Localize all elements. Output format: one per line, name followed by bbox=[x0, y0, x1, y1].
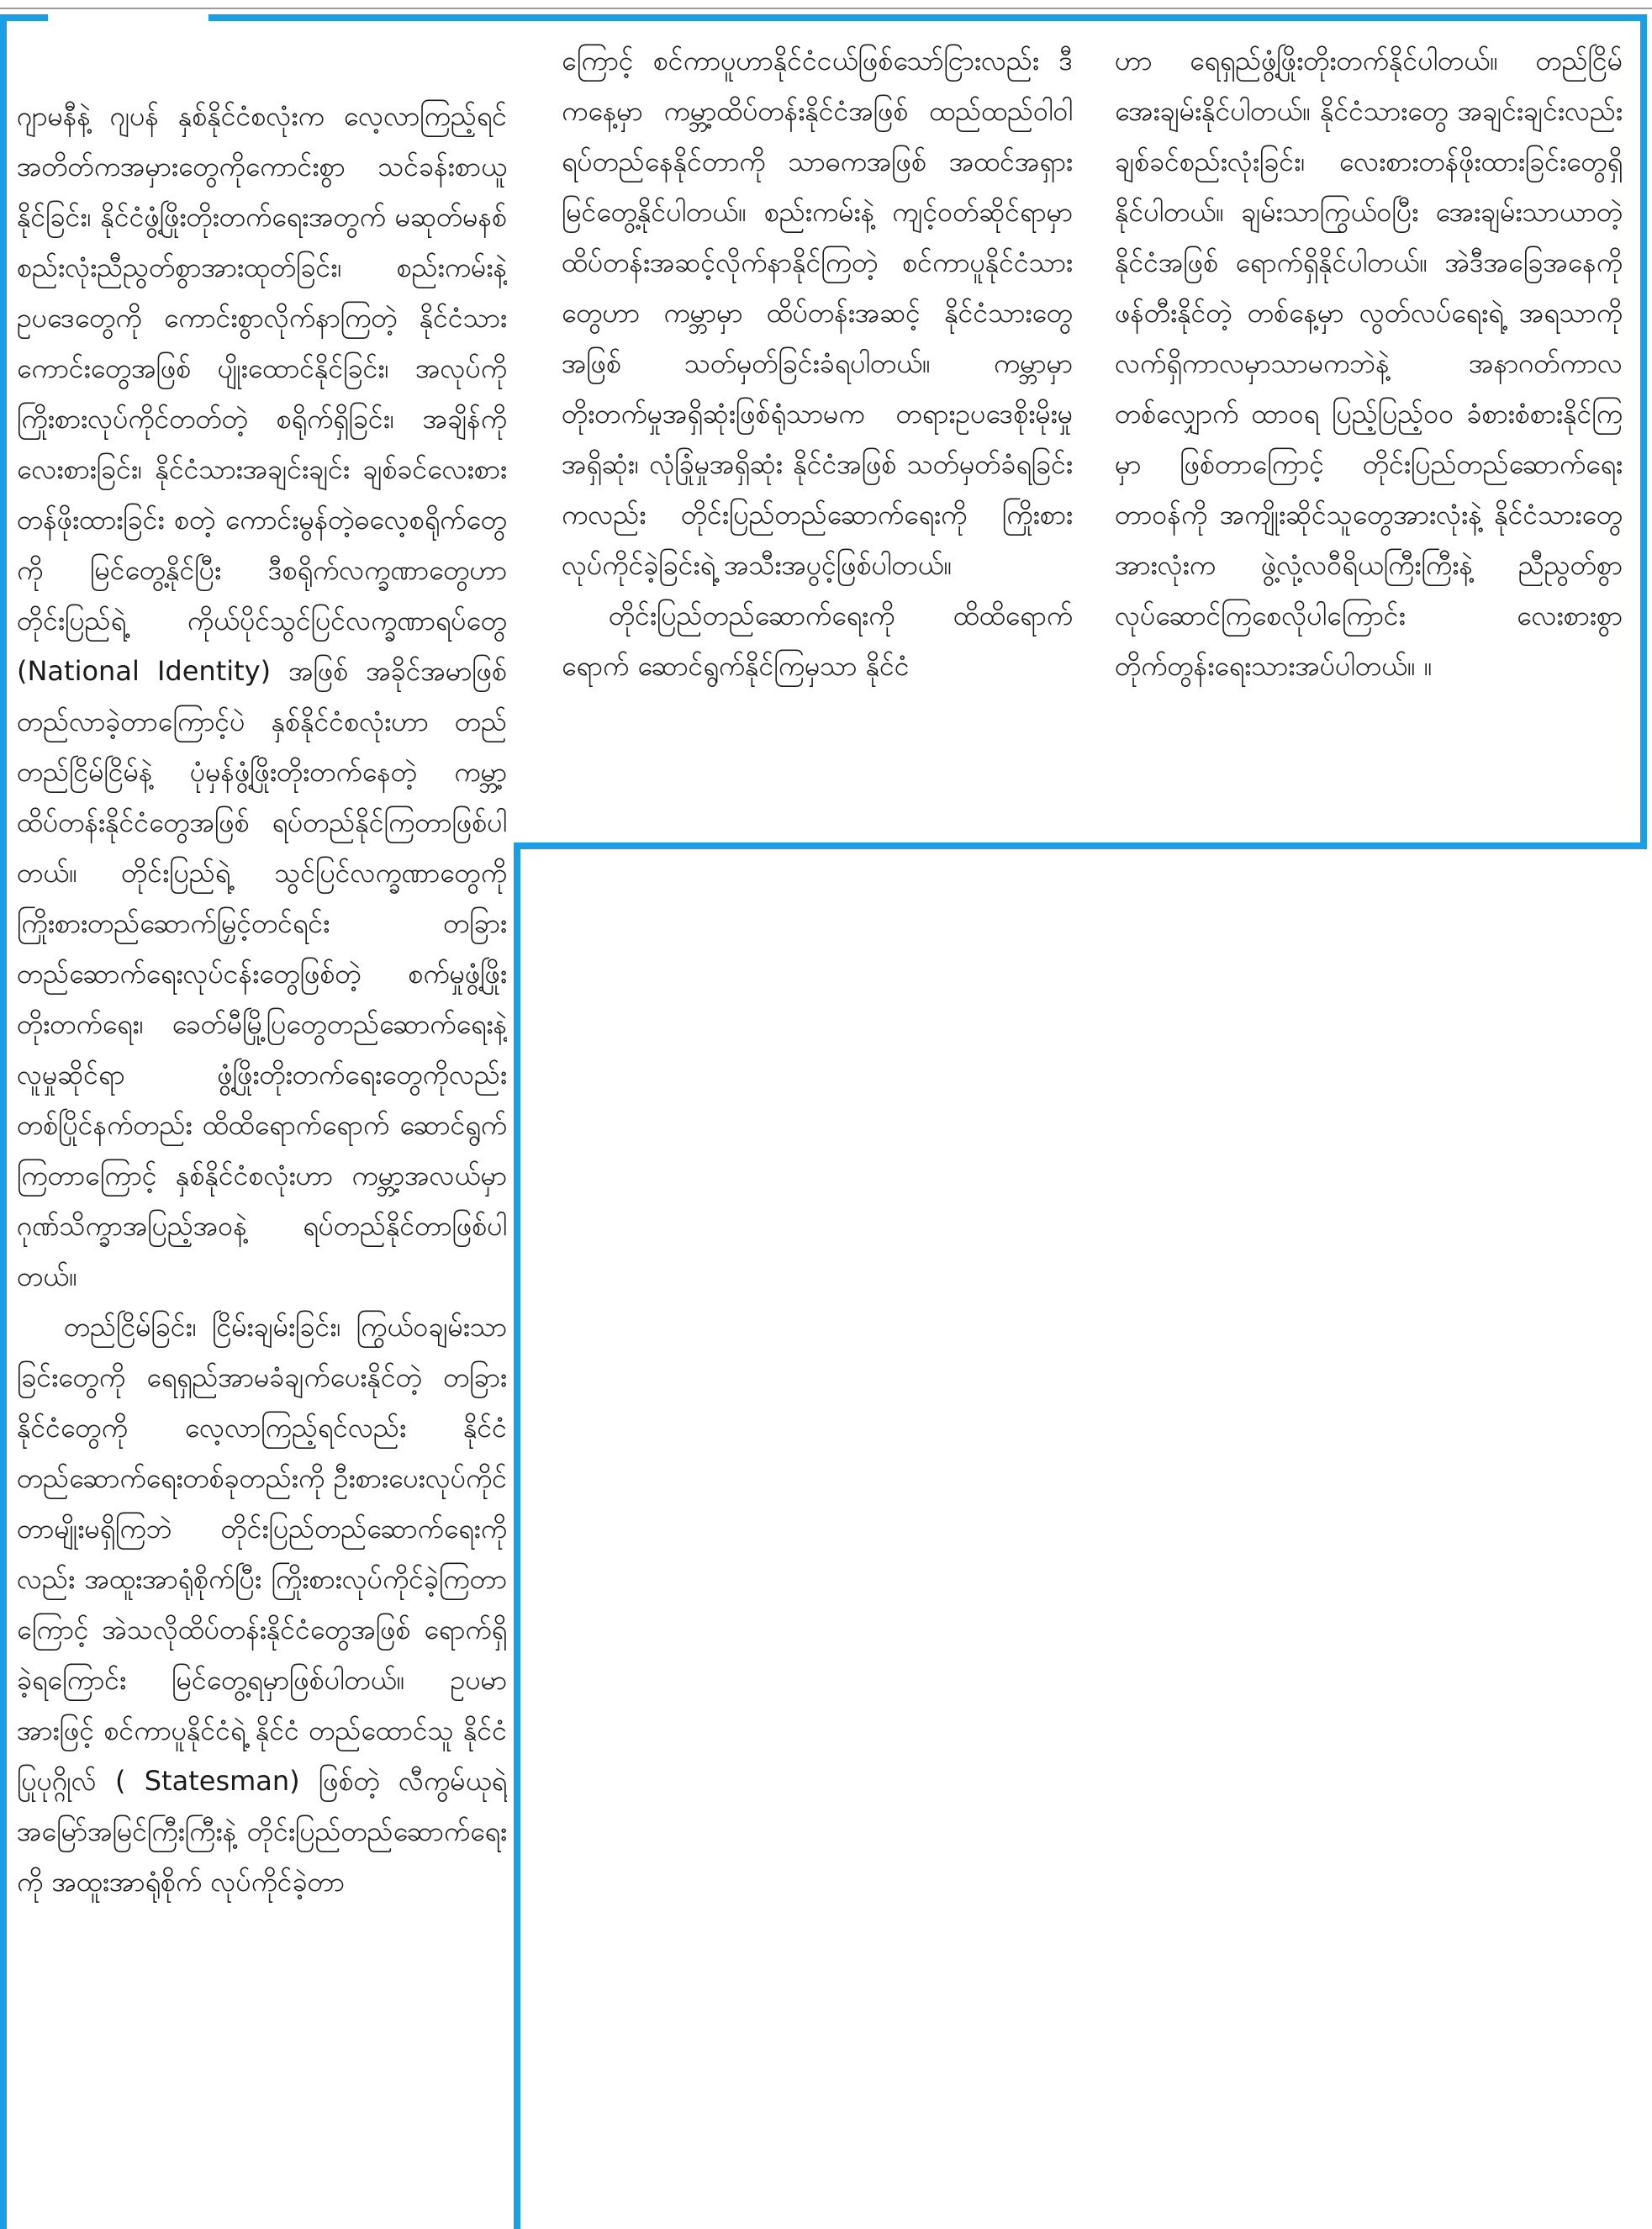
frame-top-left-segment bbox=[0, 14, 48, 21]
column-1-paragraph-1: ဂျာမနီနဲ့ ဂျပန် နှစ်နိုင်ငံစလုံးက လေ့လာကြည့်ရင်အတိတ်ကအမှားတွေကိုကောင်းစွာ သင်ခန်းစာယူနိုင်ခြင်း၊ နိုင်ငံဖွံ့ဖြိုးတိုးတက်ရေးအတွက် မဆုတ်မနစ် စည်းလုံးညီညွတ်စွာအားထုတ်ခြင်း၊ စည်းကမ်းနဲ့ ဥပဒေတွေကို ကောင်းစွာလိုက်နာကြတဲ့ နိုင်ငံသားကောင်းတွေအဖြစ် ပျိုးထောင်နိုင်ခြင်း၊ အလုပ်ကို ကြိုးစားလုပ်ကိုင်တတ်တဲ့ စရိုက်ရှိခြင်း၊ အချိန်ကိုလေးစားခြင်း၊ နိုင်ငံသားအချင်းချင်း ချစ်ခင်လေးစားတန်ဖိုးထားခြင်း စတဲ့ ကောင်းမွန်တဲ့ဓလေ့စရိုက်တွေကို မြင်တွေ့နိုင်ပြီး ဒီစရိုက်လက္ခဏာတွေဟာ တိုင်းပြည်ရဲ့ ကိုယ်ပိုင်သွင်ပြင်လက္ခဏာရပ်တွေ (National Identity) အဖြစ် အခိုင်အမာဖြစ်တည်လာခဲ့တာကြောင့်ပဲ နှစ်နိုင်ငံစလုံးဟာ တည်တည်ငြိမ်ငြိမ်နဲ့ ပုံမှန်ဖွံ့ဖြိုးတိုးတက်နေတဲ့ ကမ္ဘာ့ထိပ်တန်းနိုင်ငံတွေအဖြစ် ရပ်တည်နိုင်ကြတာဖြစ်ပါတယ်။ တိုင်းပြည်ရဲ့ သွင်ပြင်လက္ခဏာတွေကို ကြိုးစားတည်ဆောက်မြှင့်တင်ရင်း တခြားတည်ဆောက်ရေးလုပ်ငန်းတွေဖြစ်တဲ့ စက်မှုဖွံ့ဖြိုးတိုးတက်ရေး၊ ခေတ်မီမြို့ပြတွေတည်ဆောက်ရေးနဲ့ လူမှုဆိုင်ရာ ဖွံ့ဖြိုးတိုးတက်ရေးတွေကိုလည်း တစ်ပြိုင်နက်တည်း ထိထိရောက်ရောက် ဆောင်ရွက်ကြတာကြောင့် နှစ်နိုင်ငံစလုံးဟာ ကမ္ဘာ့အလယ်မှာ ဂုဏ်သိက္ခာအပြည့်အဝနဲ့ ရပ်တည်နိုင်တာဖြစ်ပါတယ်။ bbox=[17, 100, 507, 1292]
frame-right-side bbox=[1640, 14, 1647, 849]
frame-step-vertical bbox=[514, 842, 520, 2229]
frame-left-side bbox=[0, 14, 7, 2229]
article-column-2 bbox=[562, 35, 1073, 842]
column-2-paragraph-1: ကြောင့် စင်ကာပူဟာနိုင်ငံငယ်ဖြစ်သော်ငြားလည်း ဒီကနေ့မှာ ကမ္ဘာ့ထိပ်တန်းနိုင်ငံအဖြစ် ထည်ထည်ဝါဝါ ရပ်တည်နေနိုင်တာကို သာဓကအဖြစ် အထင်အရှားမြင်တွေ့နိုင်ပါတယ်။ စည်းကမ်းနဲ့ ကျင့်ဝတ်ဆိုင်ရာမှာ ထိပ်တန်းအဆင့်လိုက်နာနိုင်ကြတဲ့ စင်ကာပူနိုင်ငံသားတွေဟာ ကမ္ဘာမှာ ထိပ်တန်းအဆင့် နိုင်ငံသားတွေအဖြစ် သတ်မှတ်ခြင်းခံရပါတယ်။ ကမ္ဘာမှာ တိုးတက်မှုအရှိဆုံးဖြစ်ရုံသာမက တရားဥပဒေစိုးမိုးမှုအရှိဆုံး၊ လုံခြုံမှုအရှိဆုံး နိုင်ငံအဖြစ် သတ်မှတ်ခံရခြင်းကလည်း တိုင်းပြည်တည်ဆောက်ရေးကို ကြိုးစားလုပ်ကိုင်ခဲ့ခြင်းရဲ့ အသီးအပွင့်ဖြစ်ပါတယ်။ bbox=[562, 45, 1073, 581]
article-column-1 bbox=[17, 91, 507, 2218]
frame-step-horizontal bbox=[514, 842, 1647, 849]
column-1-paragraph-2: တည်ငြိမ်ခြင်း၊ ငြိမ်းချမ်းခြင်း၊ ကြွယ်ဝချမ်းသာခြင်းတွေကို ရေရှည်အာမခံချက်ပေးနိုင်တဲ့ တခြားနိုင်ငံတွေကို လေ့လာကြည့်ရင်လည်း နိုင်ငံတည်ဆောက်ရေးတစ်ခုတည်းကို ဦးစားပေးလုပ်ကိုင်တာမျိုးမရှိကြဘဲ တိုင်းပြည်တည်ဆောက်ရေးကိုလည်း အထူးအာရုံစိုက်ပြီး ကြိုးစားလုပ်ကိုင်ခဲ့ကြတာကြောင့် အဲသလိုထိပ်တန်းနိုင်ငံတွေအဖြစ် ရောက်ရှိခဲ့ရကြောင်း မြင်တွေ့ရမှာဖြစ်ပါတယ်။ ဥပမာအားဖြင့် စင်ကာပူနိုင်ငံရဲ့ နိုင်ငံ တည်ထောင်သူ နိုင်ငံပြုပုဂ္ဂိုလ် ( Statesman) ဖြစ်တဲ့ လီကွမ်ယုရဲ့ အမြော်အမြင်ကြီးကြီးနဲ့ တိုင်းပြည်တည်ဆောက်ရေးကို အထူးအာရုံစိုက် လုပ်ကိုင်ခဲ့တာ bbox=[17, 1311, 507, 1898]
frame-top-segment bbox=[208, 14, 1647, 21]
top-rule bbox=[0, 8, 1652, 9]
column-3-paragraph-1: ဟာ ရေရှည်ဖွံ့ဖြိုးတိုးတက်နိုင်ပါတယ်။ တည်ငြိမ်အေးချမ်းနိုင်ပါတယ်။ နိုင်ငံသားတွေ အချင်းချင်းလည်း ချစ်ခင်စည်းလုံးခြင်း၊ လေးစားတန်ဖိုးထားခြင်းတွေရှိနိုင်ပါတယ်။ ချမ်းသာကြွယ်ဝပြီး အေးချမ်းသာယာတဲ့နိုင်ငံအဖြစ် ရောက်ရှိနိုင်ပါတယ်။ အဲဒီအခြေအနေကို ဖန်တီးနိုင်တဲ့ တစ်နေ့မှာ လွတ်လပ်ရေးရဲ့ အရသာကို လက်ရှိကာလမှာသာမကဘဲနဲ့ အနာဂတ်ကာလတစ်လျှောက် ထာဝရ ပြည့်ပြည့်ဝဝ ခံစားစံစားနိုင်ကြမှာ ဖြစ်တာကြောင့် တိုင်းပြည်တည်ဆောက်ရေးတာဝန်ကို အကျိုးဆိုင်သူတွေအားလုံးနဲ့ နိုင်ငံသားတွေအားလုံးက ဖွဲ့လုံ့လဝီရိယကြီးကြီးနဲ့ ညီညွတ်စွာ လုပ်ဆောင်ကြစေလိုပါကြောင်း လေးစားစွာ တိုက်တွန်းရေးသားအပ်ပါတယ်။ ။ bbox=[1115, 45, 1623, 682]
article-column-3 bbox=[1115, 35, 1623, 842]
column-2-paragraph-2: တိုင်းပြည်တည်ဆောက်ရေးကို ထိထိရောက်ရောက် ဆောင်ရွက်နိုင်ကြမှသာ နိုင်ငံ bbox=[562, 600, 1073, 682]
